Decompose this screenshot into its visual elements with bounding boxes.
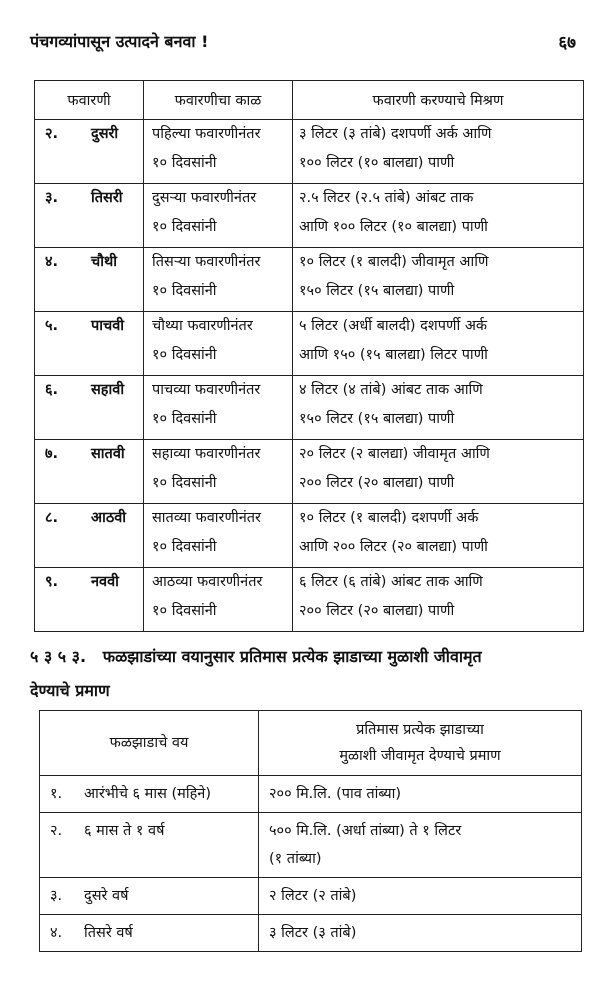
section-title-line1: फळझाडांच्या वयानुसार प्रतिमास प्रत्येक झाडाच्या मुळाशी जीवामृत — [102, 647, 482, 666]
jeevamrut-dosage-table — [39, 710, 582, 952]
spray-mixture-line1: ६ लिटर (६ तांबे) आंबट ताक आणि — [299, 574, 483, 590]
spray-name: चौथी — [91, 254, 117, 270]
amount-line1: ५०० मि.लि. (अर्धा तांब्या) ते १ लिटर — [269, 823, 462, 839]
row-number: २. — [50, 823, 63, 839]
tree-age-cell — [40, 878, 259, 915]
spray-name-cell — [35, 248, 144, 312]
spray-mixture-line2: १५० लिटर (१५ बालद्या) पाणी — [299, 411, 455, 427]
spray-name-cell — [35, 312, 144, 376]
table-row — [35, 120, 584, 184]
spray-name: नववी — [91, 574, 119, 590]
spray-mixture-line1: २.५ लिटर (२.५ तांबे) आंबट ताक — [299, 190, 474, 206]
spray-mixture-line2: १५० लिटर (१५ बालद्या) पाणी — [299, 283, 455, 299]
table-row — [35, 312, 584, 376]
spray-name-cell — [35, 376, 144, 440]
spray-mixture-cell — [293, 248, 584, 312]
header-spray-time: फवारणीचा काळ — [144, 81, 293, 120]
table-header-row — [35, 81, 584, 120]
table-row — [35, 568, 584, 632]
table-row — [40, 915, 582, 952]
spray-time-cell — [144, 440, 293, 504]
table-row — [35, 376, 584, 440]
row-number: ३. — [50, 888, 63, 904]
spray-mixture-line1: ३ लिटर (३ तांबे) दशपर्णी अर्क आणि — [299, 126, 492, 142]
spray-mixture-line2: आणि १५० (१५ बालद्या) लिटर पाणी — [299, 347, 488, 363]
row-number: ४. — [50, 925, 63, 941]
spray-time-cell — [144, 184, 293, 248]
spray-name: तिसरी — [91, 190, 123, 206]
spray-time-line2: १० दिवसांनी — [152, 219, 217, 235]
tree-age: तिसरे वर्ष — [84, 925, 133, 941]
spray-mixture-line2: आणि १०० लिटर (१० बालद्या) पाणी — [299, 219, 488, 235]
amount-line2: (१ तांब्या) — [269, 851, 322, 867]
spray-time-line1: सातव्या फवारणीनंतर — [152, 510, 261, 526]
table-row — [35, 248, 584, 312]
spray-time-cell — [144, 248, 293, 312]
spray-schedule-table — [34, 80, 584, 632]
tree-age-cell — [40, 915, 259, 952]
spray-time-line1: दुसऱ्या फवारणीनंतर — [152, 190, 257, 206]
spray-mixture-line1: १० लिटर (१ बालदी) जीवामृत आणि — [299, 254, 489, 270]
table-row — [35, 504, 584, 568]
spray-time-cell — [144, 504, 293, 568]
row-number: ८. — [45, 510, 59, 526]
tree-age-cell — [40, 776, 259, 813]
spray-time-line2: १० दिवसांनी — [152, 475, 217, 491]
section-title-line2: देण्याचे प्रमाण — [30, 681, 110, 700]
row-number: २. — [45, 126, 59, 142]
amount-cell — [259, 813, 582, 878]
table-row — [35, 184, 584, 248]
spray-time-line1: चौथ्या फवारणीनंतर — [152, 318, 253, 334]
spray-time-cell — [144, 568, 293, 632]
row-number: ५. — [45, 318, 59, 334]
spray-name-cell — [35, 568, 144, 632]
running-title: पंचगव्यांपासून उत्पादने बनवा ! — [30, 32, 209, 51]
amount-cell — [259, 878, 582, 915]
spray-mixture-line2: आणि २०० लिटर (२० बालद्या) पाणी — [299, 539, 488, 555]
spray-name-cell — [35, 184, 144, 248]
row-number: ४. — [45, 254, 59, 270]
table-row — [40, 813, 582, 878]
spray-mixture-cell — [293, 440, 584, 504]
spray-mixture-line1: २० लिटर (२ बालद्या) जीवामृत आणि — [299, 446, 490, 462]
spray-time-cell — [144, 376, 293, 440]
spray-time-cell — [144, 312, 293, 376]
spray-time-line2: १० दिवसांनी — [152, 539, 217, 555]
spray-time-line2: १० दिवसांनी — [152, 283, 217, 299]
tree-age: दुसरे वर्ष — [84, 888, 129, 904]
spray-time-cell — [144, 120, 293, 184]
page-number: ६७ — [558, 33, 576, 53]
header-spray-mixture: फवारणी करण्याचे मिश्रण — [293, 81, 584, 120]
section-number: ५ ३ ५ ३. — [30, 647, 87, 666]
tree-age: आरंभीचे ६ मास (महिने) — [84, 786, 211, 802]
spray-name: सहावी — [91, 382, 125, 398]
spray-name: आठवी — [91, 510, 127, 526]
spray-mixture-line2: १०० लिटर (१० बालद्या) पाणी — [299, 155, 455, 171]
spray-mixture-cell — [293, 184, 584, 248]
spray-name: सातवी — [91, 446, 125, 462]
header-spray: फवारणी — [35, 81, 144, 120]
spray-time-line1: आठव्या फवारणीनंतर — [152, 574, 263, 590]
spray-mixture-line2: २०० लिटर (२० बालद्या) पाणी — [299, 475, 455, 491]
row-number: १. — [50, 786, 63, 802]
spray-name-cell — [35, 440, 144, 504]
header-amount-line2: मुळाशी जीवामृत देण्याचे प्रमाण — [339, 748, 501, 764]
row-number: ९. — [45, 574, 59, 590]
spray-name: पाचवी — [91, 318, 125, 334]
amount-cell — [259, 915, 582, 952]
spray-mixture-line1: ५ लिटर (अर्धी बालदी) दशपर्णी अर्क — [299, 318, 488, 334]
amount-cell — [259, 776, 582, 813]
section-heading — [30, 640, 580, 708]
row-number: ६. — [45, 382, 59, 398]
spray-time-line1: तिसऱ्या फवारणीनंतर — [152, 254, 261, 270]
spray-mixture-cell — [293, 376, 584, 440]
spray-name-cell — [35, 504, 144, 568]
spray-time-line1: सहाव्या फवारणीनंतर — [152, 446, 261, 462]
tree-age: ६ मास ते १ वर्ष — [84, 823, 165, 839]
header-tree-age: फळझाडाचे वय — [40, 711, 259, 776]
spray-mixture-cell — [293, 568, 584, 632]
spray-time-line1: पाचव्या फवारणीनंतर — [152, 382, 261, 398]
spray-mixture-cell — [293, 120, 584, 184]
header-amount-line1: प्रतिमास प्रत्येक झाडाच्या — [356, 722, 484, 738]
amount-line1: २ लिटर (२ तांबे) — [269, 888, 357, 904]
spray-time-line1: पहिल्या फवारणीनंतर — [152, 126, 261, 142]
spray-time-line2: १० दिवसांनी — [152, 155, 217, 171]
spray-time-line2: १० दिवसांनी — [152, 411, 217, 427]
header-monthly-amount — [259, 711, 582, 776]
tree-age-cell — [40, 813, 259, 878]
table-row — [35, 440, 584, 504]
spray-mixture-cell — [293, 504, 584, 568]
spray-name-cell — [35, 120, 144, 184]
table-header-row — [40, 711, 582, 776]
spray-mixture-line2: २०० लिटर (२० बालद्या) पाणी — [299, 603, 455, 619]
table-row — [40, 878, 582, 915]
spray-name: दुसरी — [91, 126, 119, 142]
amount-line1: २०० मि.लि. (पाव तांब्या) — [269, 786, 402, 802]
row-number: ३. — [45, 190, 59, 206]
spray-time-line2: १० दिवसांनी — [152, 603, 217, 619]
row-number: ७. — [45, 446, 59, 462]
spray-mixture-cell — [293, 312, 584, 376]
table-row — [40, 776, 582, 813]
amount-line1: ३ लिटर (३ तांबे) — [269, 925, 357, 941]
spray-mixture-line1: ४ लिटर (४ तांबे) आंबट ताक आणि — [299, 382, 483, 398]
spray-mixture-line1: १० लिटर (१ बालदी) दशपर्णी अर्क — [299, 510, 479, 526]
spray-time-line2: १० दिवसांनी — [152, 347, 217, 363]
